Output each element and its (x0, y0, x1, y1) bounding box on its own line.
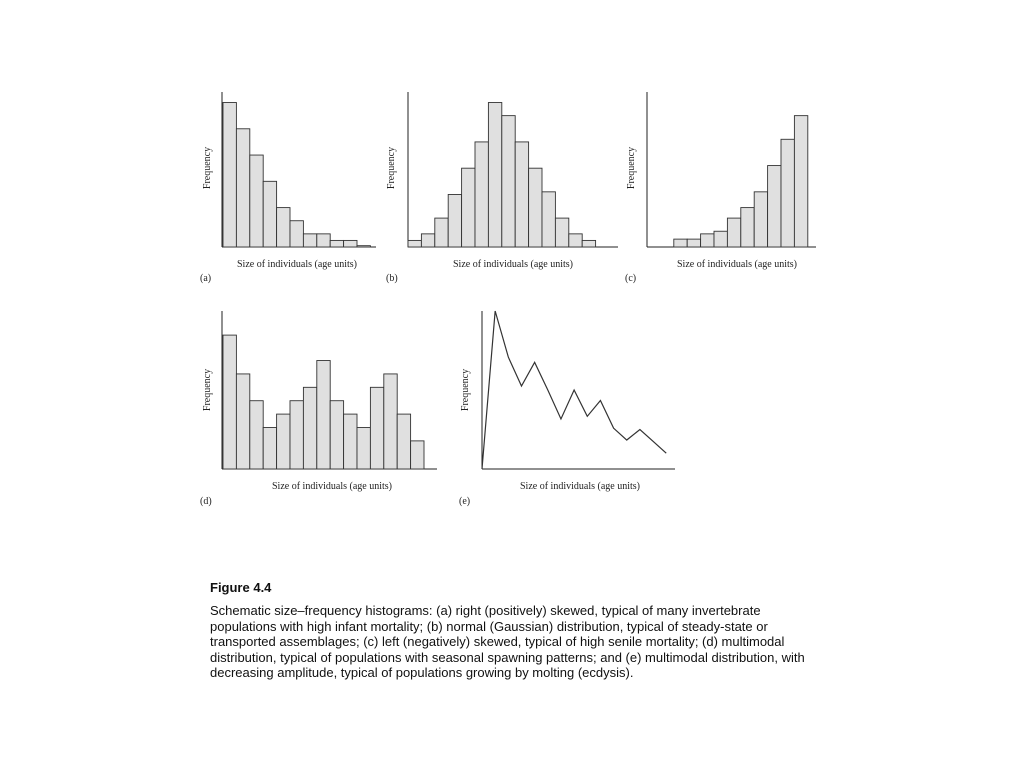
panel-b-bar-6 (475, 142, 488, 247)
panel-e (459, 311, 675, 507)
panel-c-bar-10 (768, 166, 781, 247)
panel-a-bar-9 (330, 240, 343, 247)
panel-e-x-axis-label: Size of individuals (age units) (520, 481, 640, 492)
panel-a-bar-3 (250, 155, 263, 247)
figure-caption (210, 580, 810, 681)
panel-d-bar-11 (357, 427, 370, 469)
panel-b-bar-5 (462, 168, 475, 247)
panel-e-y-axis-label: Frequency (460, 368, 471, 412)
panel-a-label: (a) (200, 273, 212, 284)
panel-d-bar-10 (344, 414, 357, 469)
panel-d-bar-3 (250, 401, 263, 469)
panel-e-series-line (482, 311, 666, 469)
panel-d-bar-14 (397, 414, 410, 469)
panel-c-bar-5 (701, 234, 714, 247)
panel-c-bar-6 (714, 231, 727, 247)
panel-d-bar-5 (277, 414, 290, 469)
panel-b-bar-12 (555, 218, 568, 247)
panel-c-bar-7 (727, 218, 740, 247)
panel-d-bar-1 (223, 335, 236, 469)
panel-d-bar-2 (236, 374, 249, 469)
panel-b-x-axis-label: Size of individuals (age units) (453, 259, 573, 270)
panel-b-bar-14 (582, 240, 595, 247)
panel-b-bar-11 (542, 192, 555, 247)
panel-d-x-axis-label: Size of individuals (age units) (272, 481, 392, 492)
panel-b-bar-2 (421, 234, 434, 247)
panel-c (625, 92, 816, 284)
panel-a-bar-5 (277, 208, 290, 247)
panel-d-bar-13 (384, 374, 397, 469)
panel-c-label: (c) (625, 273, 637, 284)
panel-c-bar-3 (674, 239, 687, 247)
panel-d-bar-4 (263, 427, 276, 469)
panel-d-y-axis-label: Frequency (202, 368, 213, 412)
panel-a-bar-8 (317, 234, 330, 247)
panel-b-bar-4 (448, 194, 461, 247)
panel-e-label: (e) (459, 496, 471, 507)
panel-c-bar-11 (781, 139, 794, 247)
panel-d-bar-12 (370, 387, 383, 469)
panel-b-bar-13 (569, 234, 582, 247)
panel-a-bar-6 (290, 221, 303, 247)
panel-b (386, 92, 618, 284)
panel-c-bar-8 (741, 208, 754, 247)
panel-c-y-axis-label: Frequency (626, 146, 637, 190)
panel-a-bar-4 (263, 181, 276, 247)
panel-b-y-axis-label: Frequency (386, 146, 397, 190)
panel-a-x-axis-label: Size of individuals (age units) (237, 259, 357, 270)
panel-a-bar-2 (236, 129, 249, 247)
panel-b-bar-9 (515, 142, 528, 247)
panel-a-y-axis-label: Frequency (202, 146, 213, 190)
panel-d-bar-15 (411, 441, 424, 469)
panel-d-bar-7 (303, 387, 316, 469)
panel-a-bar-10 (344, 240, 357, 247)
caption-title: Figure 4.4 (210, 580, 272, 595)
panel-c-bar-9 (754, 192, 767, 247)
panel-c-bar-4 (687, 239, 700, 247)
panel-b-bar-8 (502, 116, 515, 247)
panel-b-bar-3 (435, 218, 448, 247)
panel-d-bar-6 (290, 401, 303, 469)
panel-a (200, 92, 376, 284)
panel-d (200, 311, 437, 507)
panel-a-bar-7 (303, 234, 316, 247)
panel-d-bar-9 (330, 401, 343, 469)
panel-a-bar-11 (357, 246, 370, 247)
panel-b-bar-10 (529, 168, 542, 247)
panel-d-label: (d) (200, 496, 212, 507)
panel-c-x-axis-label: Size of individuals (age units) (677, 259, 797, 270)
panel-d-bar-8 (317, 361, 330, 469)
panel-c-bar-12 (794, 116, 807, 247)
panel-b-label: (b) (386, 273, 398, 284)
panel-b-bar-7 (488, 103, 501, 247)
panel-a-bar-1 (223, 103, 236, 247)
caption-body: Schematic size–frequency histograms: (a) right (positively) skewed, typical of many invertebrate populations with high infant mortality; (b) normal (Gaussian) distribution, typical of steady-state or transported assemblages; (c) left (negatively) skewed, typical of high senile mortality; (d) multimodal distribution, typical of populations with seasonal spawning patterns; and (e) multimodal distribution, with decreasing amplitude, typical of populations growing by molting (ecdysis). (210, 603, 805, 680)
panel-b-bar-1 (408, 240, 421, 247)
